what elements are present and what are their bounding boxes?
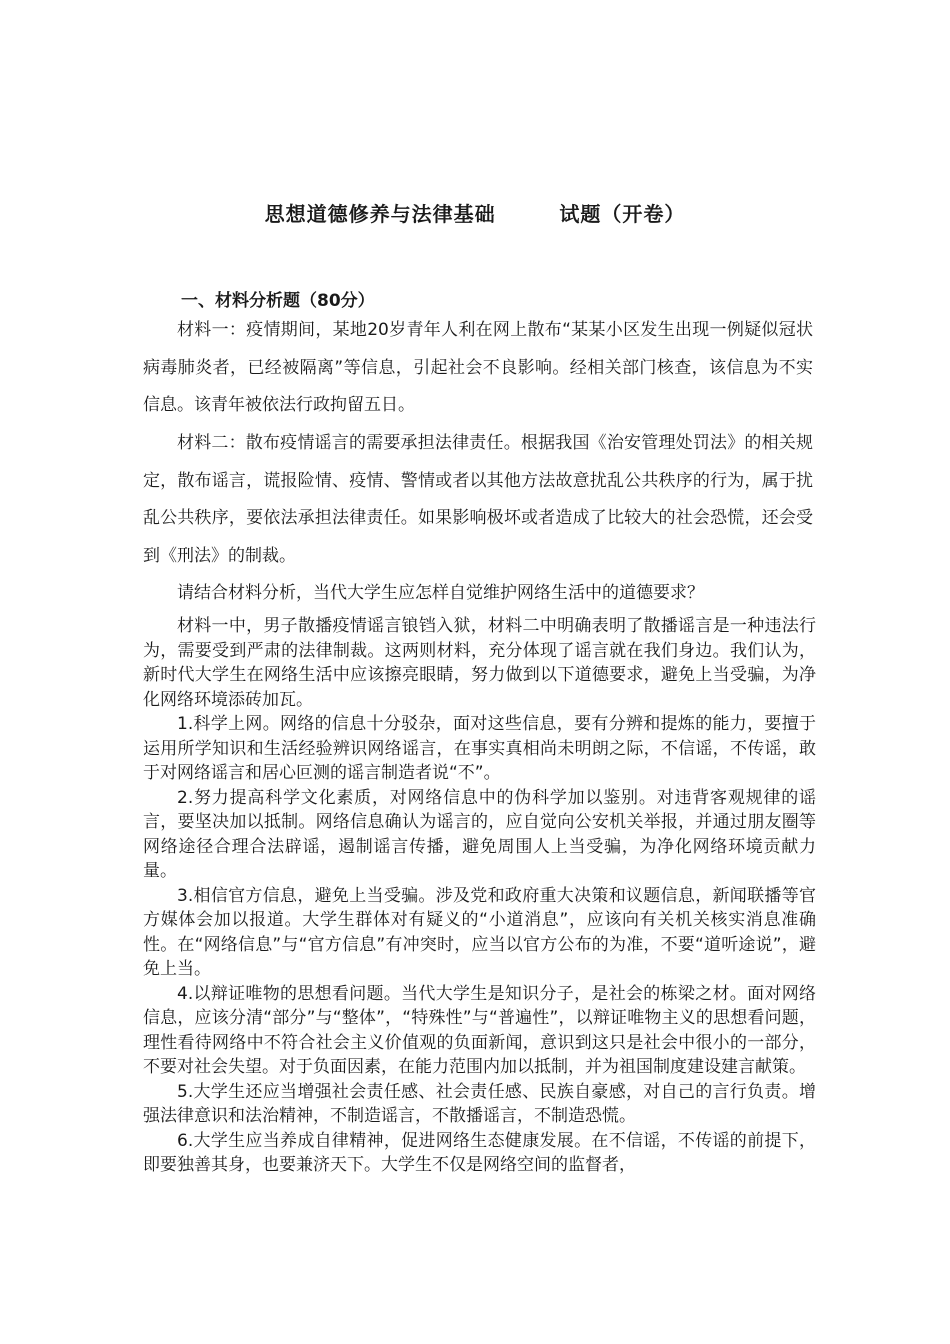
section-heading: 一、材料分析题（80分） [181,291,375,311]
question-prompt: 请结合材料分析，当代大学生应怎样自觉维护网络生活中的道德要求？ [177,583,704,603]
answer-point: 4.以辩证唯物的思想看问题。当代大学生是知识分子，是社会的栋梁之材。面对网络信息，应该分清“部分”与“整体”，“特殊性”与“普遍性”，以辩证唯物主义的思想看问题，理性看待网络中不符合社会主义价值观的负面新闻，意识到这只是社会中很小的一部分，不要对社会失望。对于负面因素，在能力范围内加以抵制，并为祖国制度建设建言献策。 [143,983,816,1077]
answer-point: 3.相信官方信息，避免上当受骗。涉及党和政府重大决策和议题信息，新闻联播等官方媒体会加以报道。大学生群体对有疑义的“小道消息”，应该向有关机关核实消息准确性。在“网络信息”与“官方信息”有冲突时，应当以官方公布的为准，不要“道听途说”，避免上当。 [143,885,816,979]
answer-point: 1.科学上网。网络的信息十分驳杂，面对这些信息，要有分辨和提炼的能力，要擅于运用所学知识和生活经验辨识网络谣言，在事实真相尚未明朗之际，不信谣，不传谣，敢于对网络谣言和居心叵测的谣言制造者说“不”。 [143,714,816,783]
material-one: 材料一：疫情期间，某地20岁青年人利在网上散布“某某小区发生出现一例疑似冠状病毒肺炎者，已经被隔离”等信息，引起社会不良影响。经相关部门核查，该信息为不实信息。该青年被依法行政拘留五日。 [143,320,813,415]
answer-point: 2.努力提高科学文化素质，对网络信息中的伪科学加以鉴别。对违背客观规律的谣言，要坚决加以抵制。网络信息确认为谣言的，应自觉向公安机关举报，并通过朋友圈等网络途径合理合法辟谣，遏制谣言传播，避免周围人上当受骗，为净化网络环境贡献力量。 [143,787,816,881]
answer-point: 5.大学生还应当增强社会责任感、社会责任感、民族自豪感，对自己的言行负责。增强法律意识和法治精神，不制造谣言，不散播谣言，不制造恐慌。 [143,1081,816,1126]
document-title: 思想道德修养与法律基础 试题（开卷） [264,202,686,226]
answer-intro: 材料一中，男子散播疫情谣言锒铛入狱，材料二中明确表明了散播谣言是一种违法行为，需要受到严肃的法律制裁。这两则材料，充分体现了谣言就在我们身边。我们认为，新时代大学生在网络生活中应该擦亮眼睛，努力做到以下道德要求，避免上当受骗，为净化网络环境添砖加瓦。 [143,616,816,710]
answer-block [143,614,816,1178]
material-two: 材料二：散布疫情谣言的需要承担法律责任。根据我国《治安管理处罚法》的相关规定，散布谣言，谎报险情、疫情、警情或者以其他方法故意扰乱公共秩序的行为，属于扰乱公共秩序，要依法承担法律责任。如果影响极坏或者造成了比较大的社会恐慌，还会受到《刑法》的制裁。 [143,433,813,566]
answer-point: 6.大学生应当养成自律精神，促进网络生态健康发展。在不信谣，不传谣的前提下，即要独善其身，也要兼济天下。大学生不仅是网络空间的监督者， [143,1130,816,1175]
